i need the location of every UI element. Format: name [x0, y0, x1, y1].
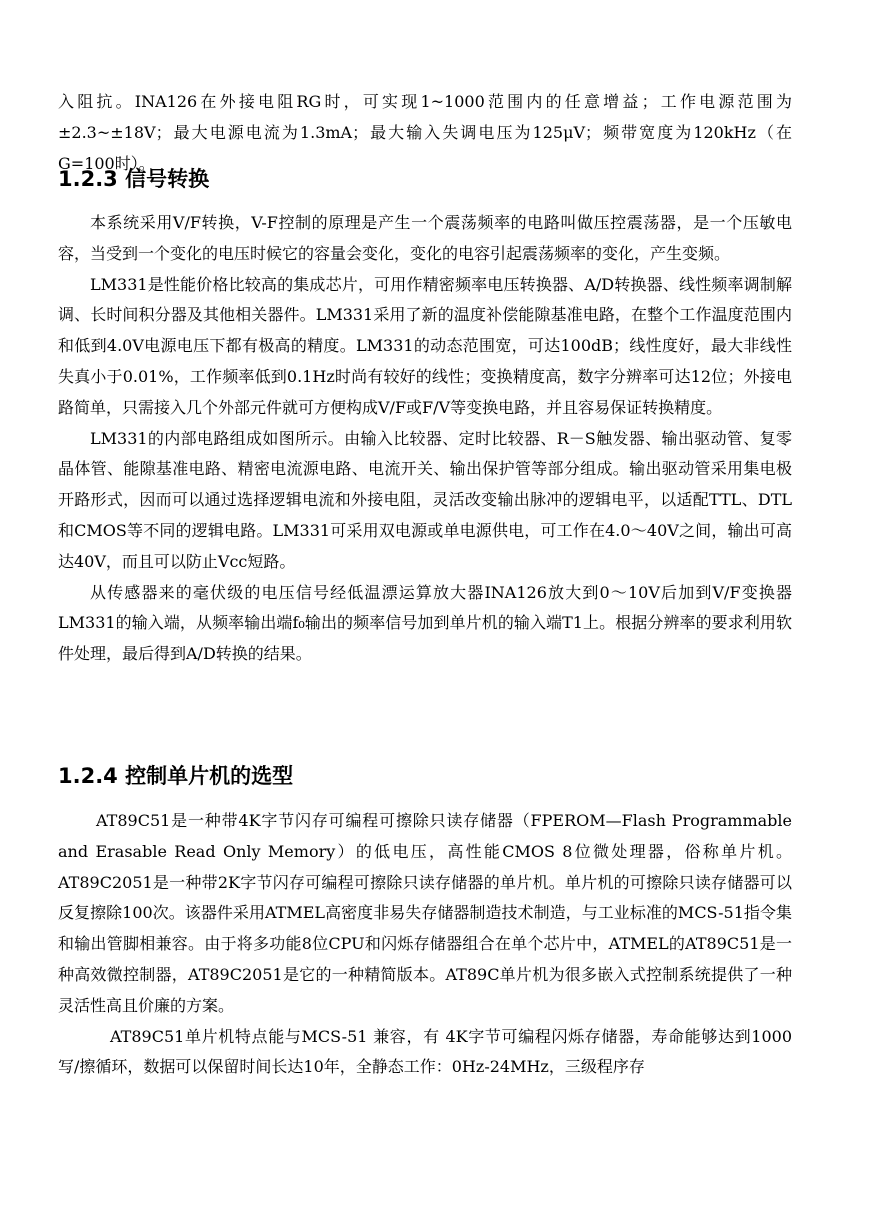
section-1-2-4-body	[58, 806, 792, 1083]
section-1-2-3-body	[58, 208, 792, 670]
paragraph-at89c51-overview: AT89C51是一种带4K字节闪存可编程可擦除只读存储器（FPEROM—Flash Programmable and Erasable Read Only Memory）的低电压，高性能CMOS 8位微处理器，俗称单片机。AT89C2051是一种带2K字节闪存可编程可擦除只读存储器的单片机。单片机的可擦除只读存储器可以反复擦除100次。该器件采用ATMEL高密度非易失存储器制造技术制造，与工业标准的MCS-51指令集和输出管脚相兼容。由于将多功能8位CPU和闪烁存储器组合在单个芯片中，ATMEL的AT89C51是一种高效微控制器，AT89C2051是它的一种精简版本。AT89C单片机为很多嵌入式控制系统提供了一种灵活性高且价廉的方案。	[58, 811, 792, 1015]
intro-paragraph: 入阻抗。INA126在外接电阻RG时，可实现1~1000范围内的任意增益；工作电源范围为±2.3~±18V；最大电源电流为1.3mA；最大输入失调电压为125μV；频带宽度为120kHz（在G=100时）。	[58, 92, 792, 173]
paragraph-lm331-internal: LM331的内部电路组成如图所示。由输入比较器、定时比较器、R－S触发器、输出驱动管、复零晶体管、能隙基准电路、精密电流源电路、电流开关、输出保护管等部分组成。输出驱动管采用集电极开路形式，因而可以通过选择逻辑电流和外接电阻，灵活改变输出脉冲的逻辑电平，以适配TTL、DTL和CMOS等不同的逻辑电路。LM331可采用双电源或单电源供电，可工作在4.0～40V之间，输出可高达40V，而且可以防止Vcc短路。	[58, 428, 792, 571]
paragraph-at89c51-features: AT89C51单片机特点能与MCS-51 兼容，有 4K字节可编程闪烁存储器，寿命能够达到1000写/擦循环，数据可以保留时间长达10年，全静态工作：0Hz-24MHz，三级程序存	[58, 1026, 792, 1077]
section-heading-1-2-4: 1.2.4 控制单片机的选型	[58, 764, 294, 788]
paragraph-lm331-features: LM331是性能价格比较高的集成芯片，可用作精密频率电压转换器、A/D转换器、线性频率调制解调、长时间积分器及其他相关器件。LM331采用了新的温度补偿能隙基准电路，在整个工作温度范围内和低到4.0V电源电压下都有极高的精度。LM331的动态范围宽，可达100dB；线性度好，最大非线性失真小于0.01%，工作频率低到0.1Hz时尚有较好的线性；变换精度高，数字分辨率可达12位；外接电路简单，只需接入几个外部元件就可方便构成V/F或F/V等变换电路，并且容易保证转换精度。	[58, 274, 792, 417]
paragraph-vf-conversion: 本系统采用V/F转换，V-F控制的原理是产生一个震荡频率的电路叫做压控震荡器，是一个压敏电容，当受到一个变化的电压时候它的容量会变化，变化的电容引起震荡频率的变化，产生变频。	[58, 213, 792, 263]
paragraph-signal-path: 从传感器来的毫伏级的电压信号经低温漂运算放大器INA126放大到0～10V后加到V/F变换器LM331的输入端，从频率输出端f₀输出的频率信号加到单片机的输入端T1上。根据分辨率的要求利用软件处理，最后得到A/D转换的结果。	[58, 582, 792, 664]
section-heading-1-2-3: 1.2.3 信号转换	[58, 167, 210, 191]
